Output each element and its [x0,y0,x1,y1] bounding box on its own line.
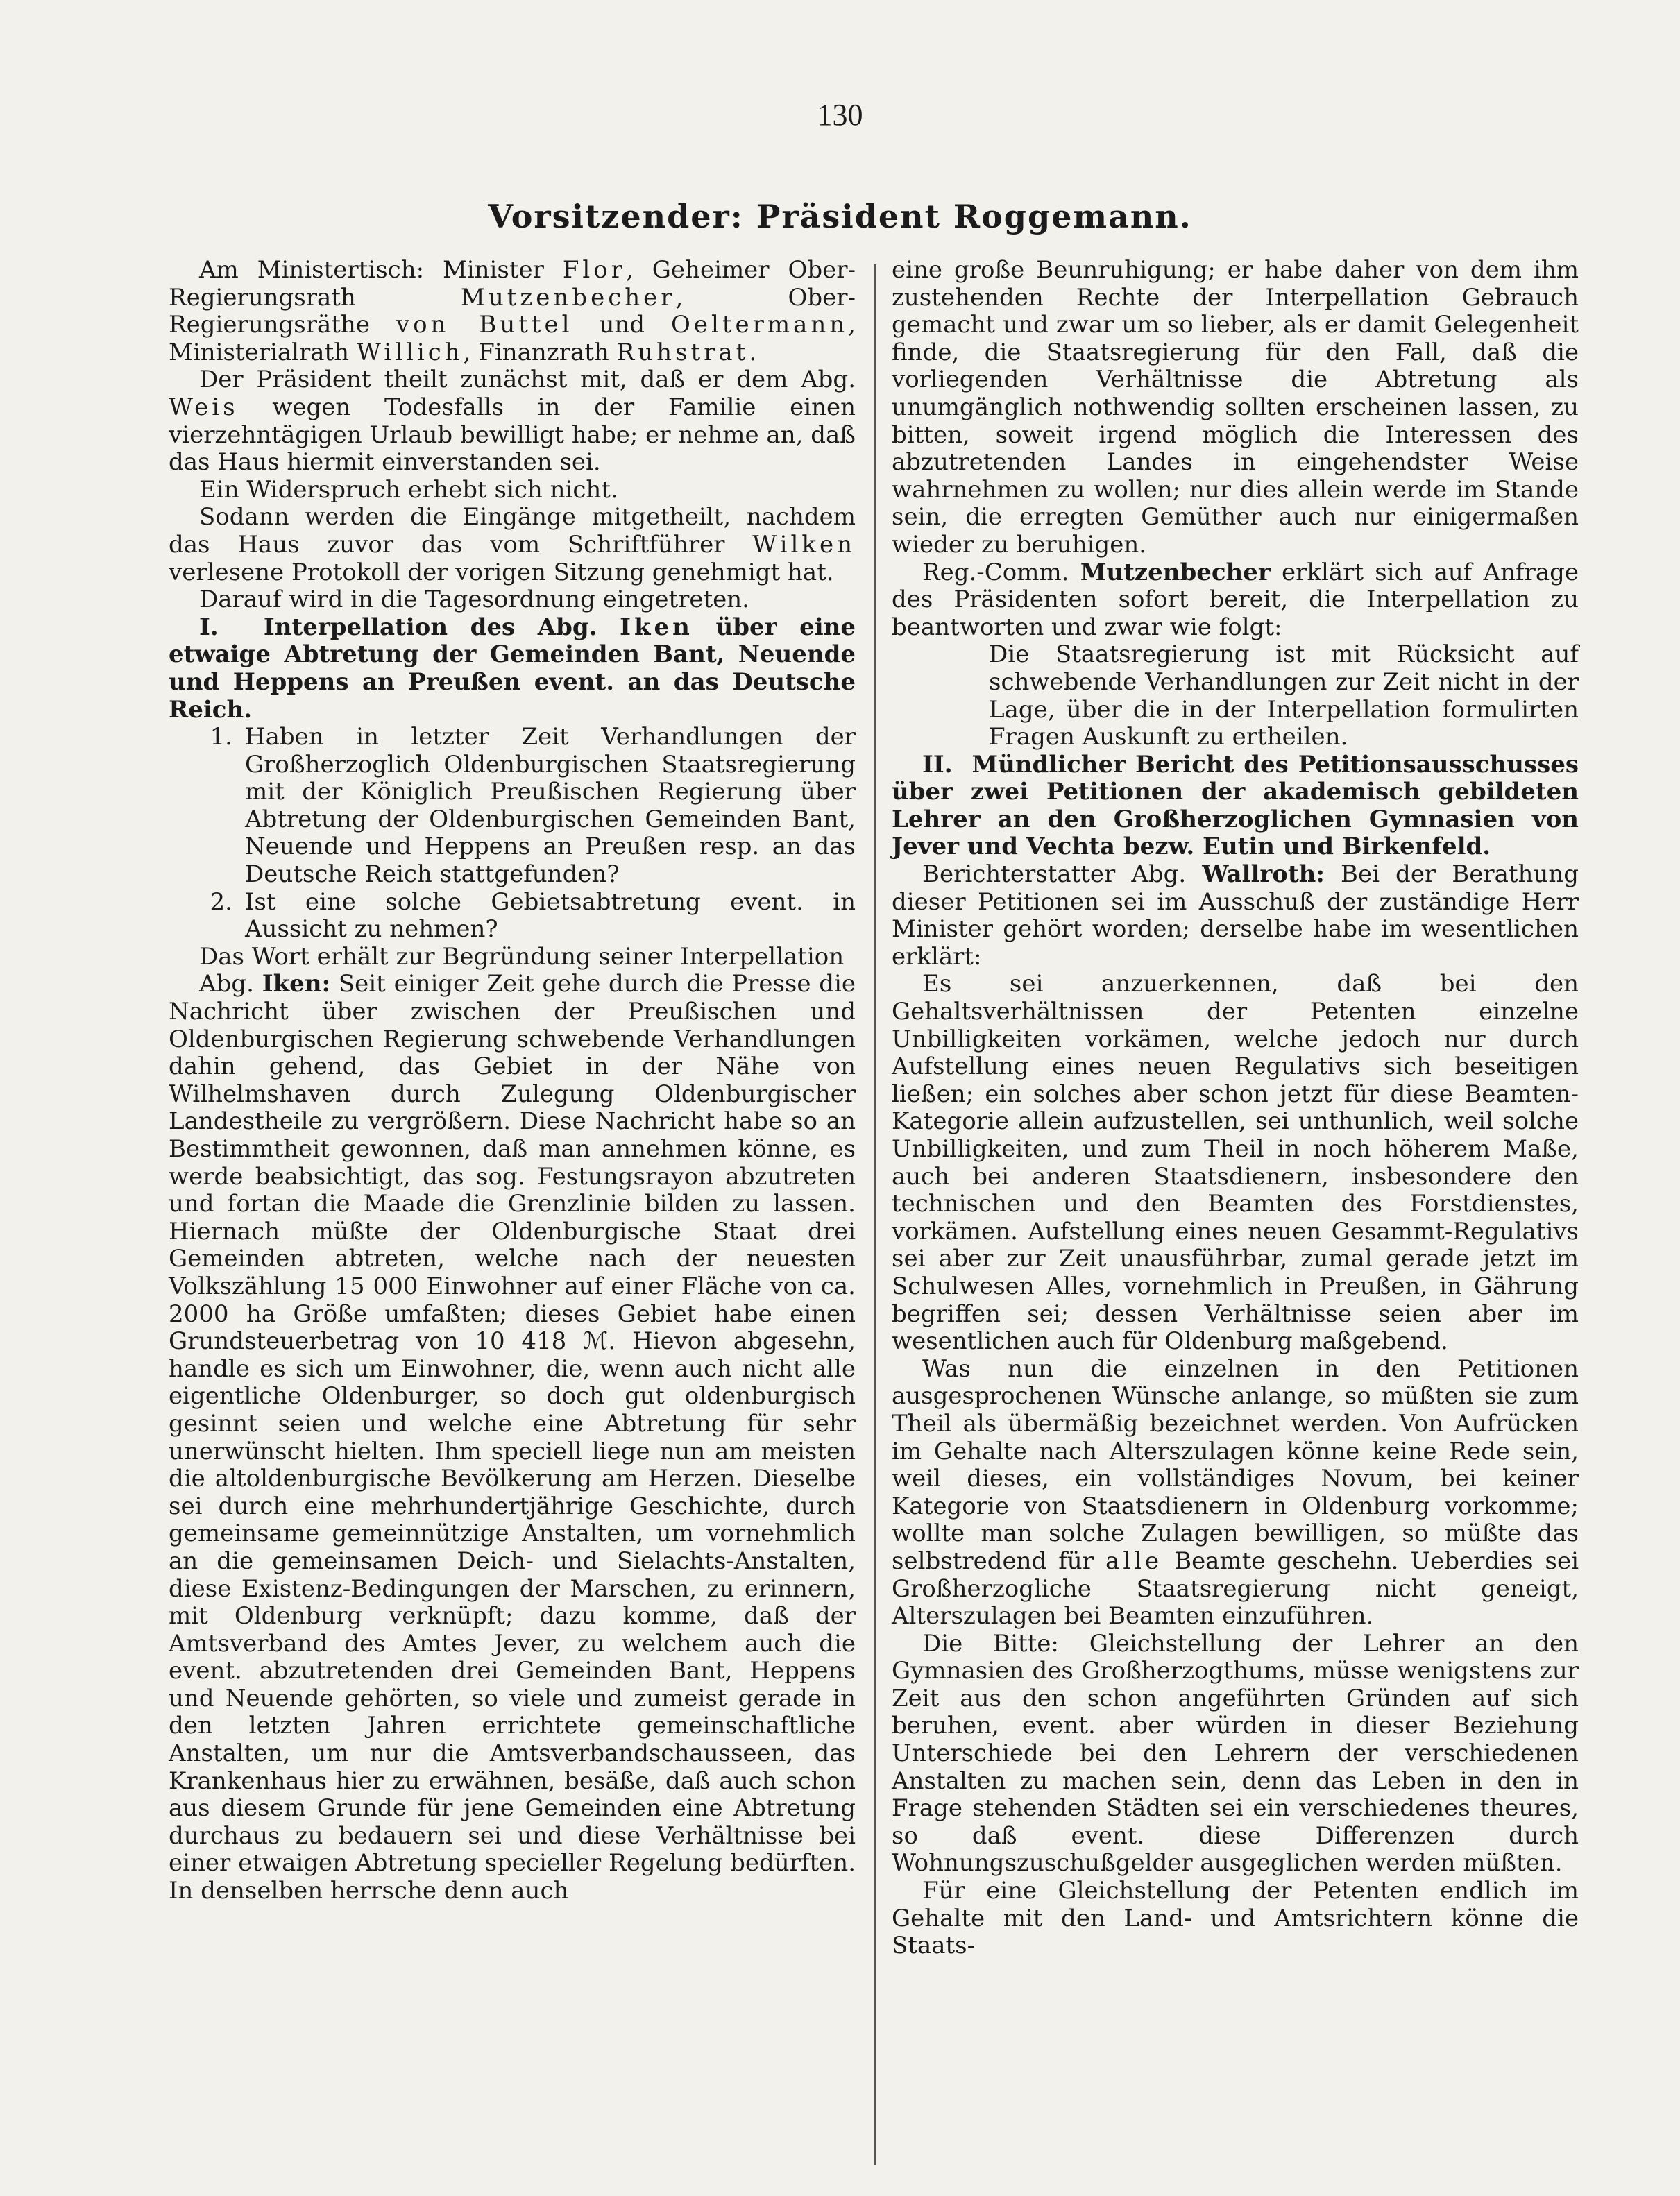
wishes-paragraph: Was nun die einzelnen in den Petitionen ausgesprochenen Wünsche anlange, so müßten sie zum Theil als übermäßig bezeichnet werden. Von Aufrücken im Gehalte nach Alterszulagen könne keine Rede sein, weil dieses, ein vollständiges Novum, bei keiner Kategorie von Staatsdienern in Oldenburg vorkomme; wollte man solche Zulagen bewilligen, so müßte das selbstredend für alle Beamte geschehn. Ueberdies sei Großherzogliche Staatsregierung nicht geneigt, Alterszulagen bei Beamten einzuführen. [892,1354,1579,1631]
minutes-paragraph: Sodann werden die Eingänge mitgetheilt, nachdem das Haus zuvor das vom Schriftführer Wilken verlesene Protokoll der vorigen Sitzung genehmigt hat. [169,503,856,586]
salary-paragraph: Es sei anzuerkennen, daß bei den Gehaltsverhältnissen der Petenten einzelne Unbilligkeiten vorkämen, welche jedoch nur durch Aufstellung eines neuen Regulativs sich beseitigen ließen; ein solches aber schon jetzt für diese Beamten-Kategorie allein aufzustellen, sei unthunlich, weil solche Unbilligkeiten, und zum Theil in noch höherem Maße, auch bei anderen Staatsdienern, insbesondere den technischen und den Beamten des Forstdienstes, vorkämen. Aufstellung eines neuen Gesammt-Regulativs sei aber zur Zeit unausführbar, zumal gerade jetzt im Schulwesen Alles, vornehmlich in Preußen, in Gährung begriffen sei; dessen Verhältnisse seien aber im wesentlichen auch für Oldenburg maßgebend. [892,970,1579,1356]
name-willich: Willich [356,338,464,366]
no-objection-paragraph: Ein Widerspruch erhebt sich nicht. [199,475,618,504]
agenda-paragraph: Darauf wird in die Tagesordnung eingetreten. [199,586,749,614]
left-column [169,257,856,1905]
name-iken-heading: Iken [620,613,693,641]
ministers-paragraph: Am Ministertisch: Minister Flor, Geheimer Ober-Regierungsrath Mutzenbecher, Ober-Regierungsräthe von Buttel und Oeltermann, Ministerialrath Willich, Finanzrath Ruhstrat. [169,256,856,366]
word-given-paragraph: Das Wort erhält zur Begründung seiner Interpellation [199,942,845,971]
column-divider [874,264,876,2165]
page-title: Vorsitzender: Präsident Roggemann. [488,198,1192,235]
name-ruhstrat: Ruhstrat [616,338,749,366]
final-paragraph: Für eine Gleichstellung der Petenten endlich im Gehalte mit den Land- und Amtsrichtern könne die Staats- [892,1877,1579,1960]
mutzenbecher-answer-paragraph: Reg.-Comm. Mutzenbecher erklärt sich auf Anfrage des Präsidenten sofort bereit, die Interpellation zu beantworten und zwar wie folgt: [892,558,1579,641]
question-1: 1. Haben in letzter Zeit Verhandlungen der Großherzoglich Oldenburgischen Staatsregierung mit der Königlich Preußischen Regierung über Abtretung der Oldenburgischen Gemeinden Bant, Neuende und Heppens an Preußen resp. an das Deutsche Reich stattgefunden? [210,723,856,889]
right-column [892,257,1579,1960]
iken-speech-paragraph: Abg. Iken: Seit einiger Zeit gehe durch die Presse die Nachricht über zwischen der Preußischen und Oldenburgischen Regierung schwebende Verhandlungen dahin gehend, das Gebiet in der Nähe von Wilhelmshaven durch Zulegung Oldenburgischer Landestheile zu vergrößern. Diese Nachricht habe so an Bestimmtheit gewonnen, daß man annehmen könne, es werde beabsichtigt, das sog. Festungsrayon abzutreten und fortan die Maade die Grenzlinie bilden zu lassen. Hiernach müßte der Oldenburgische Staat drei Gemeinden abtreten, welche nach der neuesten Volkszählung 15 000 Einwohner auf einer Fläche von ca. 2000 ha Größe umfaßten; dieses Gebiet habe einen Grundsteuerbetrag von 10 418 ℳ. Hievon abgesehn, handle es sich um Einwohner, die, wenn auch nicht alle eigentliche Oldenburger, so doch gut oldenburgisch gesinnt seien und welche eine Abtretung für sehr unerwünscht hielten. Ihm speciell liege nun am meisten die altoldenburgische Bevölkerung am Herzen. Dieselbe sei durch eine mehrhundertjährige Geschichte, durch gemeinsame gemeinnützige Anstalten, um vornehmlich an die gemeinsamen Deich- und Sielachts-Anstalten, diese Existenz-Bedingungen der Marschen, zu erinnern, mit Oldenburg verknüpft; dazu komme, daß der Amtsverband des Amtes Jever, zu welchem auch die event. abzutretenden drei Gemeinden Bant, Heppens und Neuende gehörten, so viele und zumeist gerade in den letzten Jahren errichtete gemeinschaftliche Anstalten, um nur die Amtsverbandschausseen, das Krankenhaus hier zu erwähnen, besäße, daß auch schon aus diesem Grunde für jene Gemeinden eine Abtretung durchaus zu bedauern sei und diese Verhältnisse bei einer etwaigen Abtretung specieller Regelung bedürften. In denselben herrsche denn auch [169,970,856,1905]
section-heading-2: II. Mündlicher Bericht des Petitionsausschusses über zwei Petitionen der akademisch gebildeten Lehrer an den Großherzoglichen Gymnasien von Jever und Vechta bezw. Eutin und Birkenfeld. [892,750,1579,861]
page-number: 130 [817,98,863,132]
name-weis: Weis [169,393,239,421]
name-iken-speaker: Iken: [262,970,331,998]
name-wallroth-speaker: Wallroth: [1202,860,1325,889]
name-flor: Flor [562,256,627,284]
wallroth-report-paragraph: Berichterstatter Abg. Wallroth: Bei der Berathung dieser Petitionen sei im Ausschuß der zuständige Herr Minister gehört worden; derselbe habe im wesentlichen erklärt: [892,860,1579,971]
leave-paragraph: Der Präsident theilt zunächst mit, daß er dem Abg. Weis wegen Todesfalls in der Familie einen vierzehntägigen Urlaub bewilligt habe; er nehme an, daß das Haus hiermit einverstanden sei. [169,366,856,477]
section-heading-1: I. Interpellation des Abg. Iken über eine etwaige Abtretung der Gemeinden Bant, Neuende und Heppens an Preußen event. an das Deutsche Reich. [169,613,856,724]
name-oeltermann: Oeltermann [670,311,849,339]
emphasis-alle: alle [1105,1547,1163,1575]
government-statement-quote: Die Staatsregierung ist mit Rücksicht auf schwebende Verhandlungen zur Zeit nicht in der Lage, über die in der Interpellation formulirten Fragen Auskunft zu ertheilen. [989,640,1579,751]
name-mutzenbecher: Mutzenbecher [461,283,676,312]
name-buttel: von Buttel [396,311,573,339]
question-2: 2. Ist eine solche Gebietsabtretung event. in Aussicht zu nehmen? [210,887,856,944]
name-mutzenbecher-speaker: Mutzenbecher [1080,558,1271,586]
iken-speech-continued: eine große Beunruhigung; er habe daher von dem ihm zustehenden Rechte der Interpellation Gebrauch gemacht und zwar um so lieber, als er damit Gelegenheit finde, die Staatsregierung für den Fall, daß die vorliegenden Verhältnisse die Abtretung als unumgänglich nothwendig sollten erscheinen lassen, zu bitten, soweit irgend möglich die Interessen des abzutretenden Landes in eingehendster Weise wahrnehmen zu wollen; nur dies allein werde im Stande sein, die erregten Gemüther auch nur einigermaßen wieder zu beruhigen. [892,256,1579,559]
equalization-paragraph: Die Bitte: Gleichstellung der Lehrer an den Gymnasien des Großherzogthums, müsse wenigstens zur Zeit aus den schon angeführten Gründen auf sich beruhen, event. aber würden in dieser Beziehung Unterschiede bei den Lehrern der verschiedenen Anstalten zu machen sein, denn das Leben in den in Frage stehenden Städten sei ein verschiedenes theures, so daß event. diese Differenzen durch Wohnungszuschußgelder ausgeglichen werden müßten. [892,1629,1579,1878]
name-wilken: Wilken [752,530,856,559]
